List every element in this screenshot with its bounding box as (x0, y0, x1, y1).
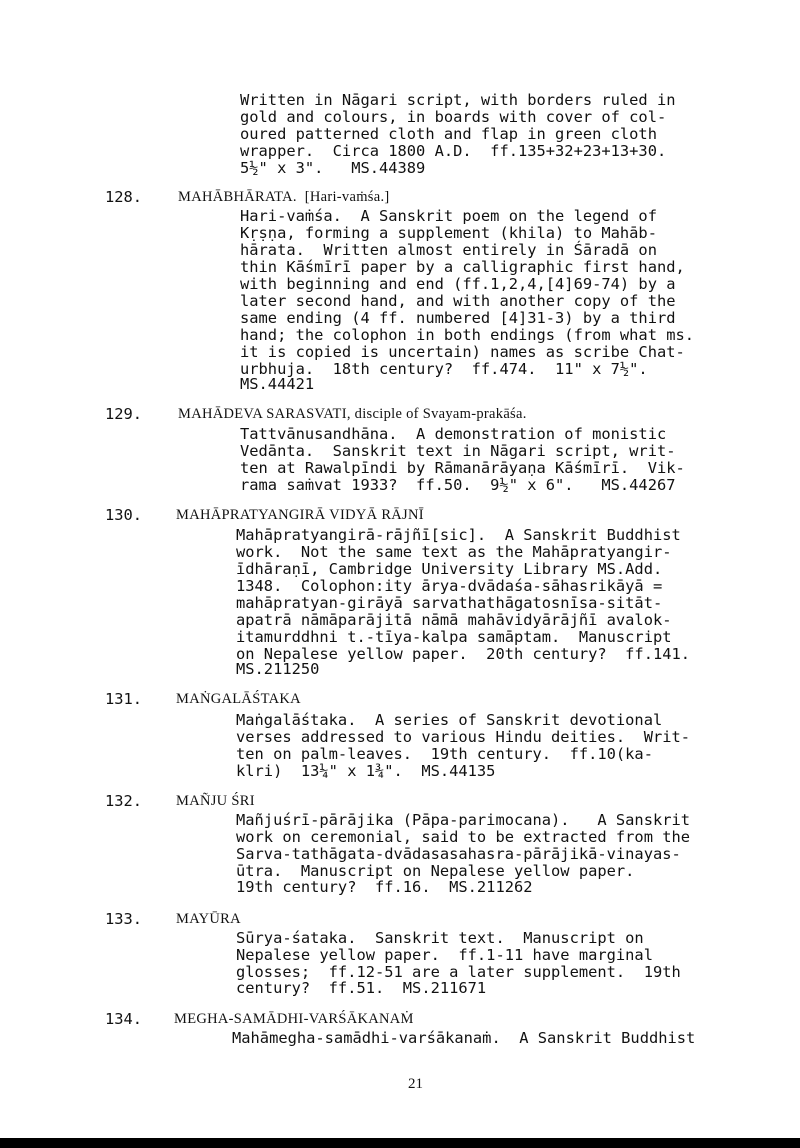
entry-heading: MAṄGALĀŚTAKA (176, 691, 301, 707)
entry-line: 1348. Colophon:ity ārya-dvādaśa-sāhasrikāyā = (236, 577, 663, 595)
entry-number: 132. (105, 792, 143, 810)
entry-heading: MEGHA-SAMĀDHI-VARŚĀKANAṀ (174, 1011, 414, 1027)
entry-line: it is copied is uncertain) names as scribe Chat- (240, 343, 685, 361)
entry-line: klri) 13¼" x 1¾". MS.44135 (236, 762, 496, 780)
entry-line: Mañjuśrī-pārājika (Pāpa-parimocana). A Sanskrit (236, 811, 691, 829)
entry-line: verses addressed to various Hindu deities. Writ- (236, 728, 691, 746)
entry-line: thin Kāśmīrī paper by a calligraphic first hand, (240, 258, 685, 276)
entry-heading: MAYŪRA (176, 911, 241, 927)
entry-line: Vedānta. Sanskrit text in Nāgari script, writ- (240, 442, 676, 460)
entry-heading: MAHĀDEVA SARASVATI, disciple of Svayam-prakāśa. (178, 406, 527, 422)
entry-line: 19th century? ff.16. MS.211262 (236, 878, 533, 896)
entry-line: MS.211250 (236, 660, 320, 678)
entry-line: Mahāpratyangirā-rājñī[sic]. A Sanskrit Buddhist (236, 526, 681, 544)
entry-line: MS.44421 (240, 375, 315, 393)
entry-number: 131. (105, 690, 143, 708)
entry-heading: MAHĀBHĀRATA. [Hari-vaṁśa.] (178, 189, 390, 205)
page-number: 21 (408, 1076, 423, 1092)
intro-line: Written in Nāgari script, with borders ruled in (240, 91, 676, 109)
scan-edge (0, 1138, 800, 1148)
entry-line: Kṛṣṇa, forming a supplement (khila) to Mahāb- (240, 224, 657, 242)
entry-line: same ending (4 ff. numbered [4]31-3) by a third (240, 309, 676, 327)
intro-line: wrapper. Circa 1800 A.D. ff.135+32+23+13+30. (240, 142, 667, 160)
entry-line: hand; the colophon in both endings (from what ms. (240, 326, 695, 344)
intro-line: 5½" x 3". MS.44389 (240, 159, 426, 177)
entry-line: Hari-vaṁśa. A Sanskrit poem on the legend of (240, 207, 657, 225)
entry-line: Tattvānusandhāna. A demonstration of monistic (240, 425, 667, 443)
entry-line: Mahāmegha-samādhi-varśākanaṁ. A Sanskrit Buddhist (232, 1029, 696, 1047)
entry-line: later second hand, and with another copy of the (240, 292, 676, 310)
entry-number: 130. (105, 506, 143, 524)
entry-line: mahāpratyan-girāyā sarvathathāgatosnīsa-sitāt- (236, 594, 663, 612)
intro-line: oured patterned cloth and flap in green cloth (240, 125, 657, 143)
entry-line: itamurddhni t.-tīya-kalpa samāptam. Manuscript (236, 628, 672, 646)
entry-line: glosses; ff.12-51 are a later supplement. 19th (236, 963, 681, 981)
entry-line: rama saṁvat 1933? ff.50. 9½" x 6". MS.44267 (240, 476, 676, 494)
entry-line: work. Not the same text as the Mahāpratyangir- (236, 543, 672, 561)
entry-line: Maṅgalāśtaka. A series of Sanskrit devotional (236, 711, 663, 729)
entry-line: ten on palm-leaves. 19th century. ff.10(ka- (236, 745, 653, 763)
entry-line: Sūrya-śataka. Sanskrit text. Manuscript on (236, 929, 644, 947)
entry-line: work on ceremonial, said to be extracted from the (236, 828, 691, 846)
entry-number: 133. (105, 910, 143, 928)
entry-number: 129. (105, 405, 143, 423)
entry-line: hārata. Written almost entirely in Śāradā on (240, 241, 657, 259)
entry-line: on Nepalese yellow paper. 20th century? ff.141. (236, 645, 691, 663)
entry-line: urbhuja. 18th century? ff.474. 11" x 7½". (240, 360, 648, 378)
entry-line: Sarva-tathāgata-dvādasasahasra-pārājikā-vinayas- (236, 845, 681, 863)
entry-line: ten at Rawalpīndi by Rāmanārāyaṇa Kāśmīrī. Vik- (240, 459, 685, 477)
entry-line: ūtra. Manuscript on Nepalese yellow paper. (236, 862, 635, 880)
entry-line: with beginning and end (ff.1,2,4,[4]69-74) by a (240, 275, 676, 293)
entry-line: apatrā nāmāparājitā nāmā mahāvidyārājñī avalok- (236, 611, 672, 629)
entry-line: century? ff.51. MS.211671 (236, 979, 487, 997)
entry-line: īdhāraṇī, Cambridge University Library MS.Add. (236, 560, 663, 578)
entry-heading: MAÑJU ŚRI (176, 793, 255, 809)
entry-line: Nepalese yellow paper. ff.1-11 have marginal (236, 946, 653, 964)
intro-line: gold and colours, in boards with cover of col- (240, 108, 667, 126)
entry-number: 134. (105, 1010, 143, 1028)
entry-number: 128. (105, 188, 143, 206)
entry-heading: MAHĀPRATYANGIRĀ VIDYĀ RĀJNĪ (176, 507, 424, 523)
